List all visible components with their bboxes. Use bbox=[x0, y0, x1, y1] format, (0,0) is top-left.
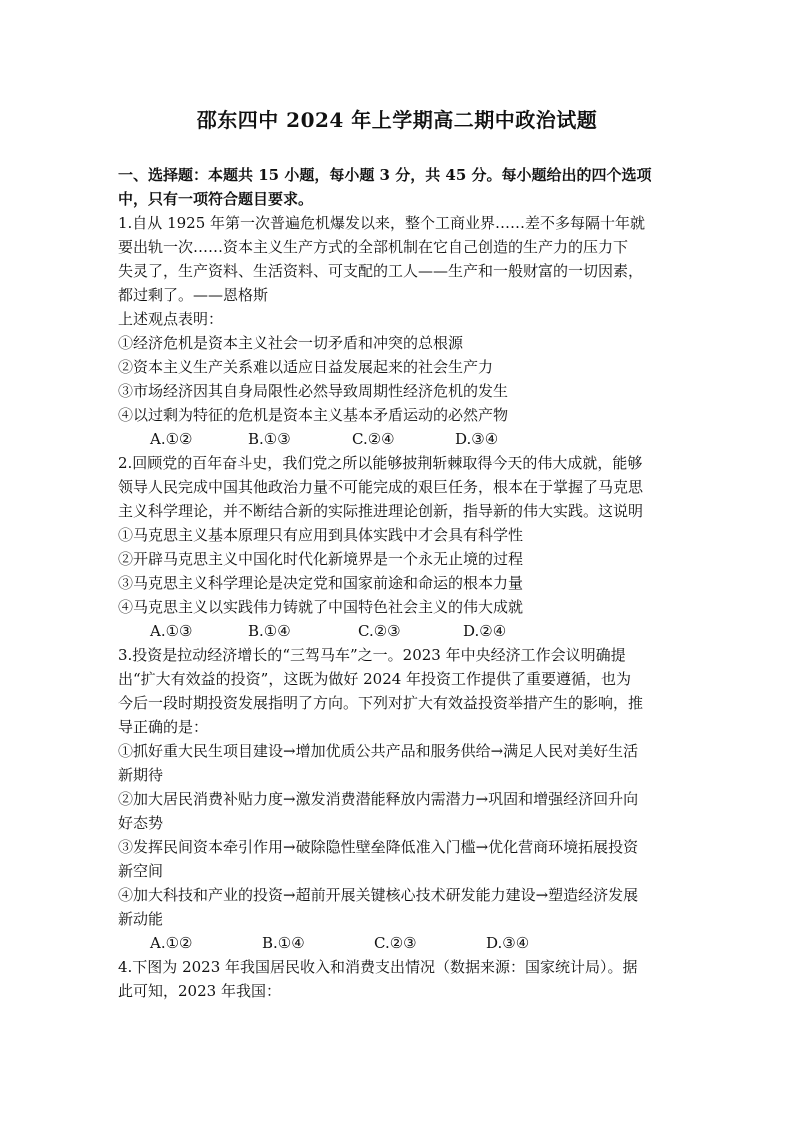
question-3-option-b: B.①④ bbox=[262, 934, 305, 952]
question-2-statement: ④马克思主义以实践伟力铸就了中国特色社会主义的伟大成就 bbox=[118, 598, 524, 616]
question-3-statement: ③发挥民间资本牵引作用→破除隐性壁垒降低准入门槛→优化营商环境拓展投资 bbox=[118, 838, 639, 856]
question-1-option-b: B.①③ bbox=[248, 430, 291, 448]
question-3-statement: 新期待 bbox=[118, 766, 164, 784]
question-2-option-d: D.②④ bbox=[463, 622, 507, 640]
question-1-option-c: C.②④ bbox=[352, 430, 395, 448]
question-3-statement: 新空间 bbox=[118, 862, 164, 880]
question-2-statement: ①马克思主义基本原理只有应用到具体实践中才会具有科学性 bbox=[118, 526, 524, 544]
question-3-stem: 今后一段时期投资发展指明了方向。下列对扩大有效益投资举措产生的影响，推 bbox=[118, 694, 644, 712]
question-2-stem: 领导人民完成中国其他政治力量不可能完成的艰巨任务，根本在于掌握了马克思 bbox=[118, 478, 644, 496]
question-1-statement: ④以过剩为特征的危机是资本主义基本矛盾运动的必然产物 bbox=[118, 406, 509, 424]
question-3-stem: 3.投资是拉动经济增长的“三驾马车”之一。2023 年中央经济工作会议明确提 bbox=[118, 646, 626, 664]
question-1-stem: 1.自从 1925 年第一次普遍危机爆发以来，整个工商业界……差不多每隔十年就 bbox=[118, 214, 646, 232]
question-1-stem: 上述观点表明： bbox=[118, 310, 224, 328]
question-3-statement: ④加大科技和产业的投资→超前开展关键核心技术研发能力建设→塑造经济发展 bbox=[118, 886, 639, 904]
section-instruction: 一、选择题：本题共 15 小题，每小题 3 分，共 45 分。每小题给出的四个选项 bbox=[118, 166, 652, 184]
question-3-option-a: A.①② bbox=[150, 934, 193, 952]
question-4-stem: 4.下图为 2023 年我国居民收入和消费支出情况（数据来源：国家统计局）。据 bbox=[118, 958, 638, 976]
question-1-statement: ①经济危机是资本主义社会一切矛盾和冲突的总根源 bbox=[118, 334, 464, 352]
question-1-stem: 要出轨一次……资本主义生产方式的全部机制在它自己创造的生产力的压力下 bbox=[118, 238, 629, 256]
question-1-stem: 失灵了，生产资料、生活资料、可支配的工人——生产和一般财富的一切因素， bbox=[118, 262, 644, 280]
question-4-stem: 此可知，2023 年我国： bbox=[118, 982, 281, 1000]
page-title: 邵东四中 2024 年上学期高二期中政治试题 bbox=[196, 108, 598, 132]
question-1-statement: ②资本主义生产关系难以适应日益发展起来的社会生产力 bbox=[118, 358, 494, 376]
question-3-statement: ①抓好重大民生项目建设→增加优质公共产品和服务供给→满足人民对美好生活 bbox=[118, 742, 639, 760]
question-3-statement: 新动能 bbox=[118, 910, 164, 928]
question-1-option-a: A.①② bbox=[150, 430, 193, 448]
question-3-option-c: C.②③ bbox=[374, 934, 417, 952]
section-instruction: 中，只有一项符合题目要求。 bbox=[118, 190, 314, 208]
question-1-stem: 都过剩了。——恩格斯 bbox=[118, 286, 269, 304]
question-3-option-d: D.③④ bbox=[486, 934, 530, 952]
question-1-option-d: D.③④ bbox=[455, 430, 499, 448]
question-3-statement: 好态势 bbox=[118, 814, 164, 832]
question-2-stem: 2.回顾党的百年奋斗史，我们党之所以能够披荆斩棘取得今天的伟大成就，能够 bbox=[118, 454, 643, 472]
question-2-option-c: C.②③ bbox=[358, 622, 401, 640]
question-2-option-b: B.①④ bbox=[248, 622, 291, 640]
question-1-statement: ③市场经济因其自身局限性必然导致周期性经济危机的发生 bbox=[118, 382, 509, 400]
question-3-stem: 出“扩大有效益的投资”，这既为做好 2024 年投资工作提供了重要遵循，也为 bbox=[118, 670, 632, 688]
question-2-statement: ②开辟马克思主义中国化时代化新境界是一个永无止境的过程 bbox=[118, 550, 524, 568]
question-3-stem: 导正确的是： bbox=[118, 718, 209, 736]
question-2-stem: 主义科学理论，并不断结合新的实际推进理论创新，指导新的伟大实践。这说明 bbox=[118, 502, 644, 520]
question-2-option-a: A.①③ bbox=[150, 622, 193, 640]
question-3-statement: ②加大居民消费补贴力度→激发消费潜能释放内需潜力→巩固和增强经济回升向 bbox=[118, 790, 639, 808]
question-2-statement: ③马克思主义科学理论是决定党和国家前途和命运的根本力量 bbox=[118, 574, 524, 592]
